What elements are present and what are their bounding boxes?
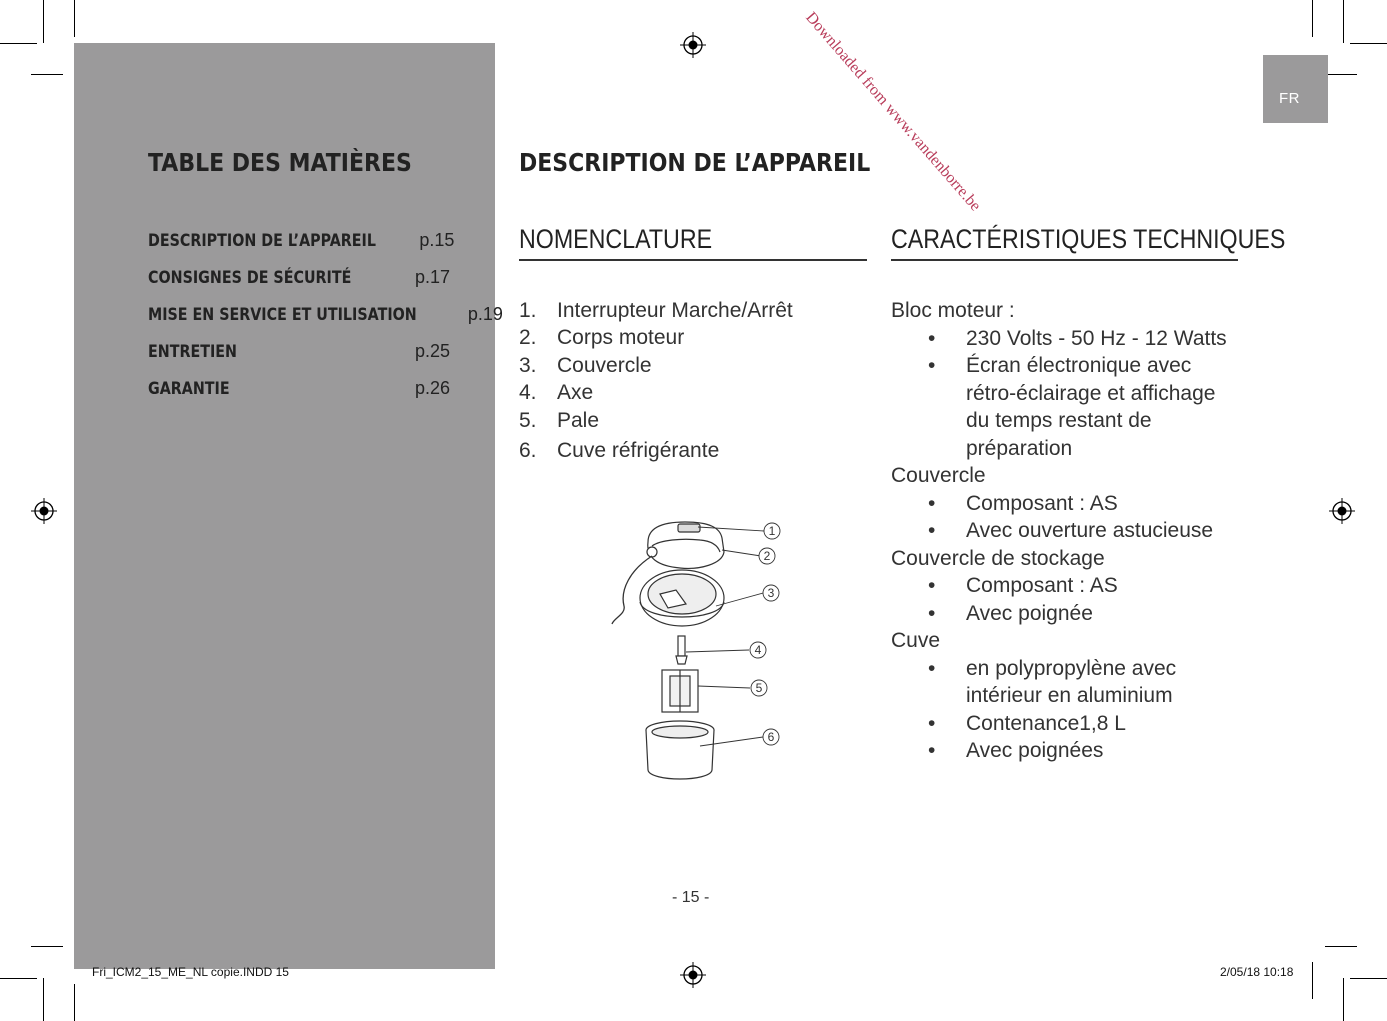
toc-title: TABLE DES MATIÈRES [148,148,412,177]
list-item-number: 4. [519,381,537,405]
list-item-number: 6. [519,439,537,463]
crop-mark [43,0,44,43]
spec-bullet [891,517,1241,545]
list-item-number: 5. [519,408,537,432]
spec-bullet-text: Avec poignée [966,601,1093,625]
page-title: DESCRIPTION DE L’APPAREIL [519,148,871,177]
toc-entry-label: GARANTIE [148,379,230,399]
toc-panel [74,43,495,969]
bullet-icon: • [928,354,936,377]
crop-mark [0,978,37,979]
crop-mark [1350,43,1387,44]
crop-mark [1312,0,1313,37]
spec-bullet [891,325,1241,353]
list-item [519,438,859,466]
list-item [519,352,859,380]
crop-mark [31,946,63,947]
crop-mark [1325,946,1357,947]
spec-bullet-text: en polypropylène avec intérieur en aluminium [966,656,1177,707]
nomenclature-heading [519,224,867,261]
toc-entry-page: p.25 [414,341,450,361]
list-item-text: Interrupteur Marche/Arrêt [557,298,793,322]
bullet-icon: • [928,601,936,625]
bullet-icon: • [928,326,936,350]
crop-mark [1312,962,1313,999]
spec-bullet-text: Écran électronique avec rétro-éclairage et affichage du temps restant de préparation [966,354,1216,460]
bullet-icon: • [928,491,936,515]
callout-3: 3 [767,586,775,600]
list-item-number: 1. [519,298,537,322]
spec-bullet [891,352,1241,462]
axle-drawing [676,636,687,664]
bullet-icon: • [928,739,936,762]
crop-mark [43,978,44,1021]
spec-bullet [891,600,1241,628]
list-item-text: Couvercle [557,353,652,377]
callout-1: 1 [768,524,776,538]
list-item [519,297,859,325]
crop-mark [0,43,37,44]
spec-bullet [891,737,1241,765]
language-tab [1263,55,1328,123]
specs-heading-text: CARACTÉRISTIQUES TECHNIQUES [891,224,1286,254]
crop-mark [31,74,63,75]
list-item [519,380,859,408]
spec-bullet-text: Composant : AS [966,574,1118,597]
bullet-icon: • [928,574,936,597]
motor-unit-drawing [647,522,724,568]
spec-bullet-text: Avec ouverture astucieuse [966,519,1214,542]
toc-entry[interactable] [148,267,450,304]
crop-mark [1350,978,1387,979]
registration-mark [680,32,706,58]
toc-entry-label: MISE EN SERVICE ET UTILISATION [148,305,417,325]
spec-bullet-text: Composant : AS [966,491,1118,515]
print-slug-datetime: 2/05/18 10:18 [1220,965,1294,979]
registration-mark [1329,498,1355,524]
crop-mark [1343,0,1344,43]
spec-bullet-text: Contenance1,8 L [966,711,1126,735]
list-item-text: Cuve réfrigérante [557,439,720,463]
paddle-drawing [662,670,698,712]
callout-4: 4 [754,643,762,657]
list-item [519,325,859,353]
print-slug-file: Fri_ICM2_15_ME_NL copie.INDD 15 [92,965,289,979]
toc-entry[interactable] [148,304,503,341]
appliance-diagram [600,510,800,800]
spec-group-title: Cuve [891,629,941,652]
registration-mark [680,962,706,988]
spec-bullet-text: Avec poignées [966,739,1104,762]
crop-mark [74,984,75,1021]
list-item-number: 2. [519,326,537,350]
spec-bullet [891,655,1241,710]
spec-group-title: Couvercle de stockage [891,546,1105,570]
toc-entry-page: p.17 [414,267,450,287]
crop-mark [74,0,75,37]
toc-entry-page: p.19 [467,304,503,324]
list-item [519,407,859,435]
list-item-text: Axe [557,381,594,405]
toc-entry-label: ENTRETIEN [148,342,237,362]
list-item-text: Corps moteur [557,326,685,350]
toc-entry[interactable] [148,230,455,267]
toc-entry-page: p.26 [414,378,450,398]
spec-group-title: Couvercle [891,464,986,487]
bullet-icon: • [928,656,936,680]
spec-bullet-text: 230 Volts - 50 Hz - 12 Watts [966,326,1227,350]
callout-2: 2 [763,549,771,563]
spec-bullet [891,490,1241,518]
page-number: - 15 - [672,889,710,906]
specs-list [891,297,1241,765]
crop-mark [1343,978,1344,1021]
nomenclature-heading-text: NOMENCLATURE [519,224,713,254]
crop-mark [1325,74,1357,75]
language-tab-label: FR [1279,90,1300,107]
watermark: Downloaded from www.vandenborre.be [802,9,984,215]
bullet-icon: • [928,519,936,542]
toc-entry[interactable] [148,341,450,378]
specs-heading [891,224,1286,261]
toc-entry[interactable] [148,378,450,415]
registration-mark [31,498,57,524]
callout-6: 6 [767,730,775,744]
freezing-bowl-drawing [646,721,714,779]
toc-entry-label: CONSIGNES DE SÉCURITÉ [148,268,352,288]
lid-drawing [640,570,724,626]
list-item-text: Pale [557,408,600,432]
list-item-number: 3. [519,353,537,377]
toc-list [148,230,503,415]
spec-bullet [891,710,1241,738]
toc-entry-label: DESCRIPTION DE L’APPAREIL [148,231,376,251]
bullet-icon: • [928,711,936,735]
spec-bullet [891,572,1241,600]
spec-group-title: Bloc moteur : [891,299,1015,322]
callout-5: 5 [755,681,763,695]
nomenclature-list [519,297,859,465]
toc-entry-page: p.15 [419,230,455,250]
